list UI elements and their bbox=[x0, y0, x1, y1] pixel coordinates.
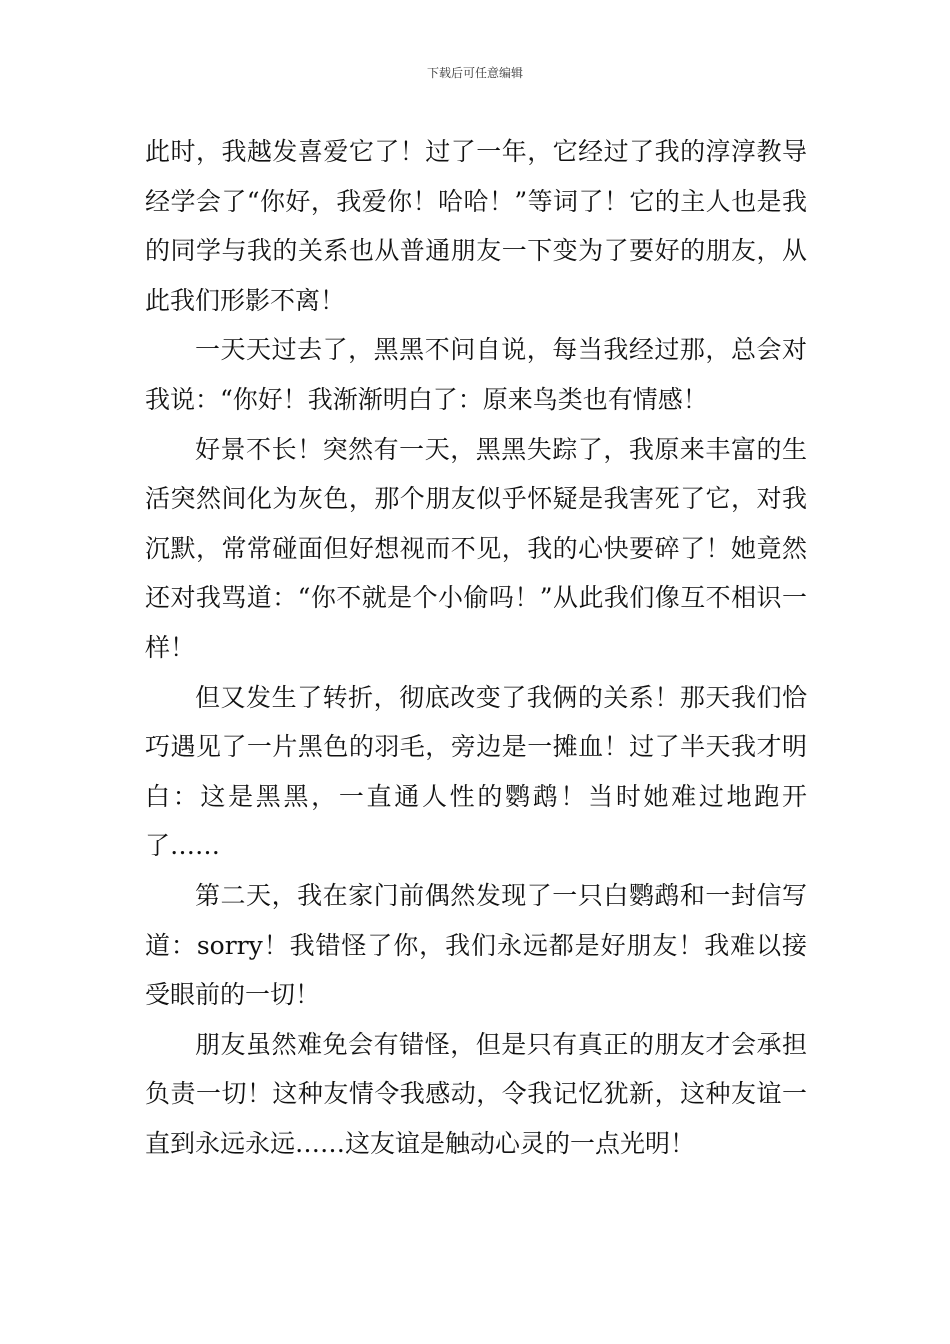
page-header-note: 下载后可任意编辑 bbox=[426, 66, 523, 80]
article-body bbox=[145, 127, 807, 1168]
paragraph-4: 但又发生了转折，彻底改变了我俩的关系！那天我们恰巧遇见了一片黑色的羽毛，旁边是一摊血！过了半天我才明白：这是黑黑，一直通人性的鹦鹉！当时她难过地跑开了…… bbox=[145, 682, 807, 861]
paragraph-3: 好景不长！突然有一天，黑黑失踪了，我原来丰富的生活突然间化为灰色，那个朋友似乎怀疑是我害死了它，对我沉默，常常碰面但好想视而不见，我的心快要碎了！她竟然还对我骂道：“你不就是个小偷吗！”从此我们像互不相识一样！ bbox=[145, 434, 807, 662]
paragraph-6: 朋友虽然难免会有错怪，但是只有真正的朋友才会承担负责一切！这种友情令我感动，令我记忆犹新，这种友谊一直到永远永远……这友谊是触动心灵的一点光明！ bbox=[145, 1029, 807, 1158]
paragraph-1: 此时，我越发喜爱它了！过了一年，它经过了我的淳淳教导经学会了“你好，我爱你！哈哈！”等词了！它的主人也是我的同学与我的关系也从普通朋友一下变为了要好的朋友，从此我们形影不离！ bbox=[145, 137, 807, 315]
paragraph-2: 一天天过去了，黑黑不问自说，每当我经过那，总会对我说：“你好！我渐渐明白了：原来鸟类也有情感！ bbox=[145, 335, 807, 414]
paragraph-5: 第二天，我在家门前偶然发现了一只白鹦鹉和一封信写道：sorry！我错怪了你，我们永远都是好朋友！我难以接受眼前的一切！ bbox=[145, 880, 807, 1010]
